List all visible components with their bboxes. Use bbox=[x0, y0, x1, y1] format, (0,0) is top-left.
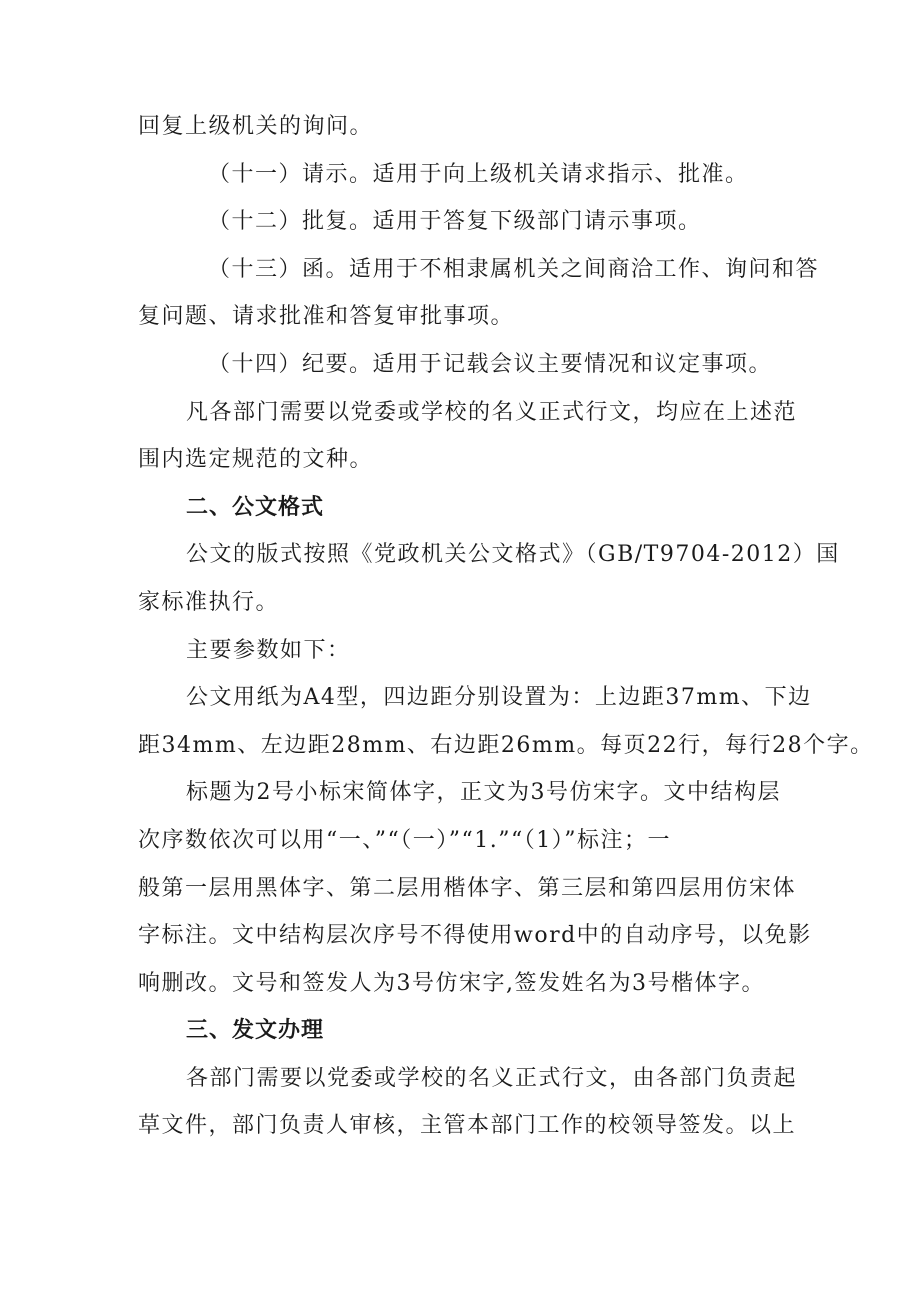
paragraph-line: 各部门需要以党委或学校的名义正式行文，由各部门负责起 bbox=[186, 1065, 798, 1091]
list-item-thirteen: （十三）函。适用于不相隶属机关之间商洽工作、询问和答 bbox=[208, 256, 820, 282]
paragraph-line: 公文用纸为A4型，四边距分别设置为：上边距37mm、下边 bbox=[186, 685, 812, 711]
paragraph-line: 凡各部门需要以党委或学校的名义正式行文，均应在上述范 bbox=[186, 399, 798, 425]
paragraph-line: 字标注。文中结构层次序号不得使用word中的自动序号，以免影 bbox=[138, 923, 812, 949]
paragraph-line: 围内选定规范的文种。 bbox=[138, 447, 374, 473]
document-body bbox=[138, 103, 874, 1150]
section-heading-format: 二、公文格式 bbox=[186, 494, 325, 520]
paragraph-line: 复问题、请求批准和答复审批事项。 bbox=[138, 304, 515, 330]
list-item-twelve: （十二）批复。适用于答复下级部门请示事项。 bbox=[208, 209, 702, 235]
paragraph-line: 草文件，部门负责人审核，主管本部门工作的校领导签发。以上 bbox=[138, 1113, 797, 1139]
paragraph-line: 距34mm、左边距28mm、右边距26mm。每页22行，每行28个字。 bbox=[138, 732, 874, 758]
paragraph-line: 回复上级机关的询问。 bbox=[138, 114, 374, 139]
paragraph-line: 次序数依次可以用“一、”“（一）”“1.”“（1）”标注；一 bbox=[138, 827, 671, 853]
paragraph-line: 标题为2号小标宋简体字，正文为3号仿宋字。文中结构层 bbox=[186, 780, 781, 806]
paragraph-line: 家标准执行。 bbox=[138, 589, 280, 615]
list-item-fourteen: （十四）纪要。适用于记载会议主要情况和议定事项。 bbox=[208, 351, 773, 377]
section-heading-issuance: 三、发文办理 bbox=[186, 1018, 325, 1044]
list-item-eleven: （十一）请示。适用于向上级机关请求指示、批准。 bbox=[208, 161, 749, 187]
paragraph-line: 般第一层用黑体字、第二层用楷体字、第三层和第四层用仿宋体 bbox=[138, 875, 797, 901]
paragraph-line: 公文的版式按照《党政机关公文格式》（GB/T9704-2012）国 bbox=[186, 542, 840, 568]
paragraph-line: 响删改。文号和签发人为3号仿宋字,签发姓名为3号楷体字。 bbox=[138, 970, 765, 996]
paragraph-line: 主要参数如下： bbox=[186, 637, 351, 663]
